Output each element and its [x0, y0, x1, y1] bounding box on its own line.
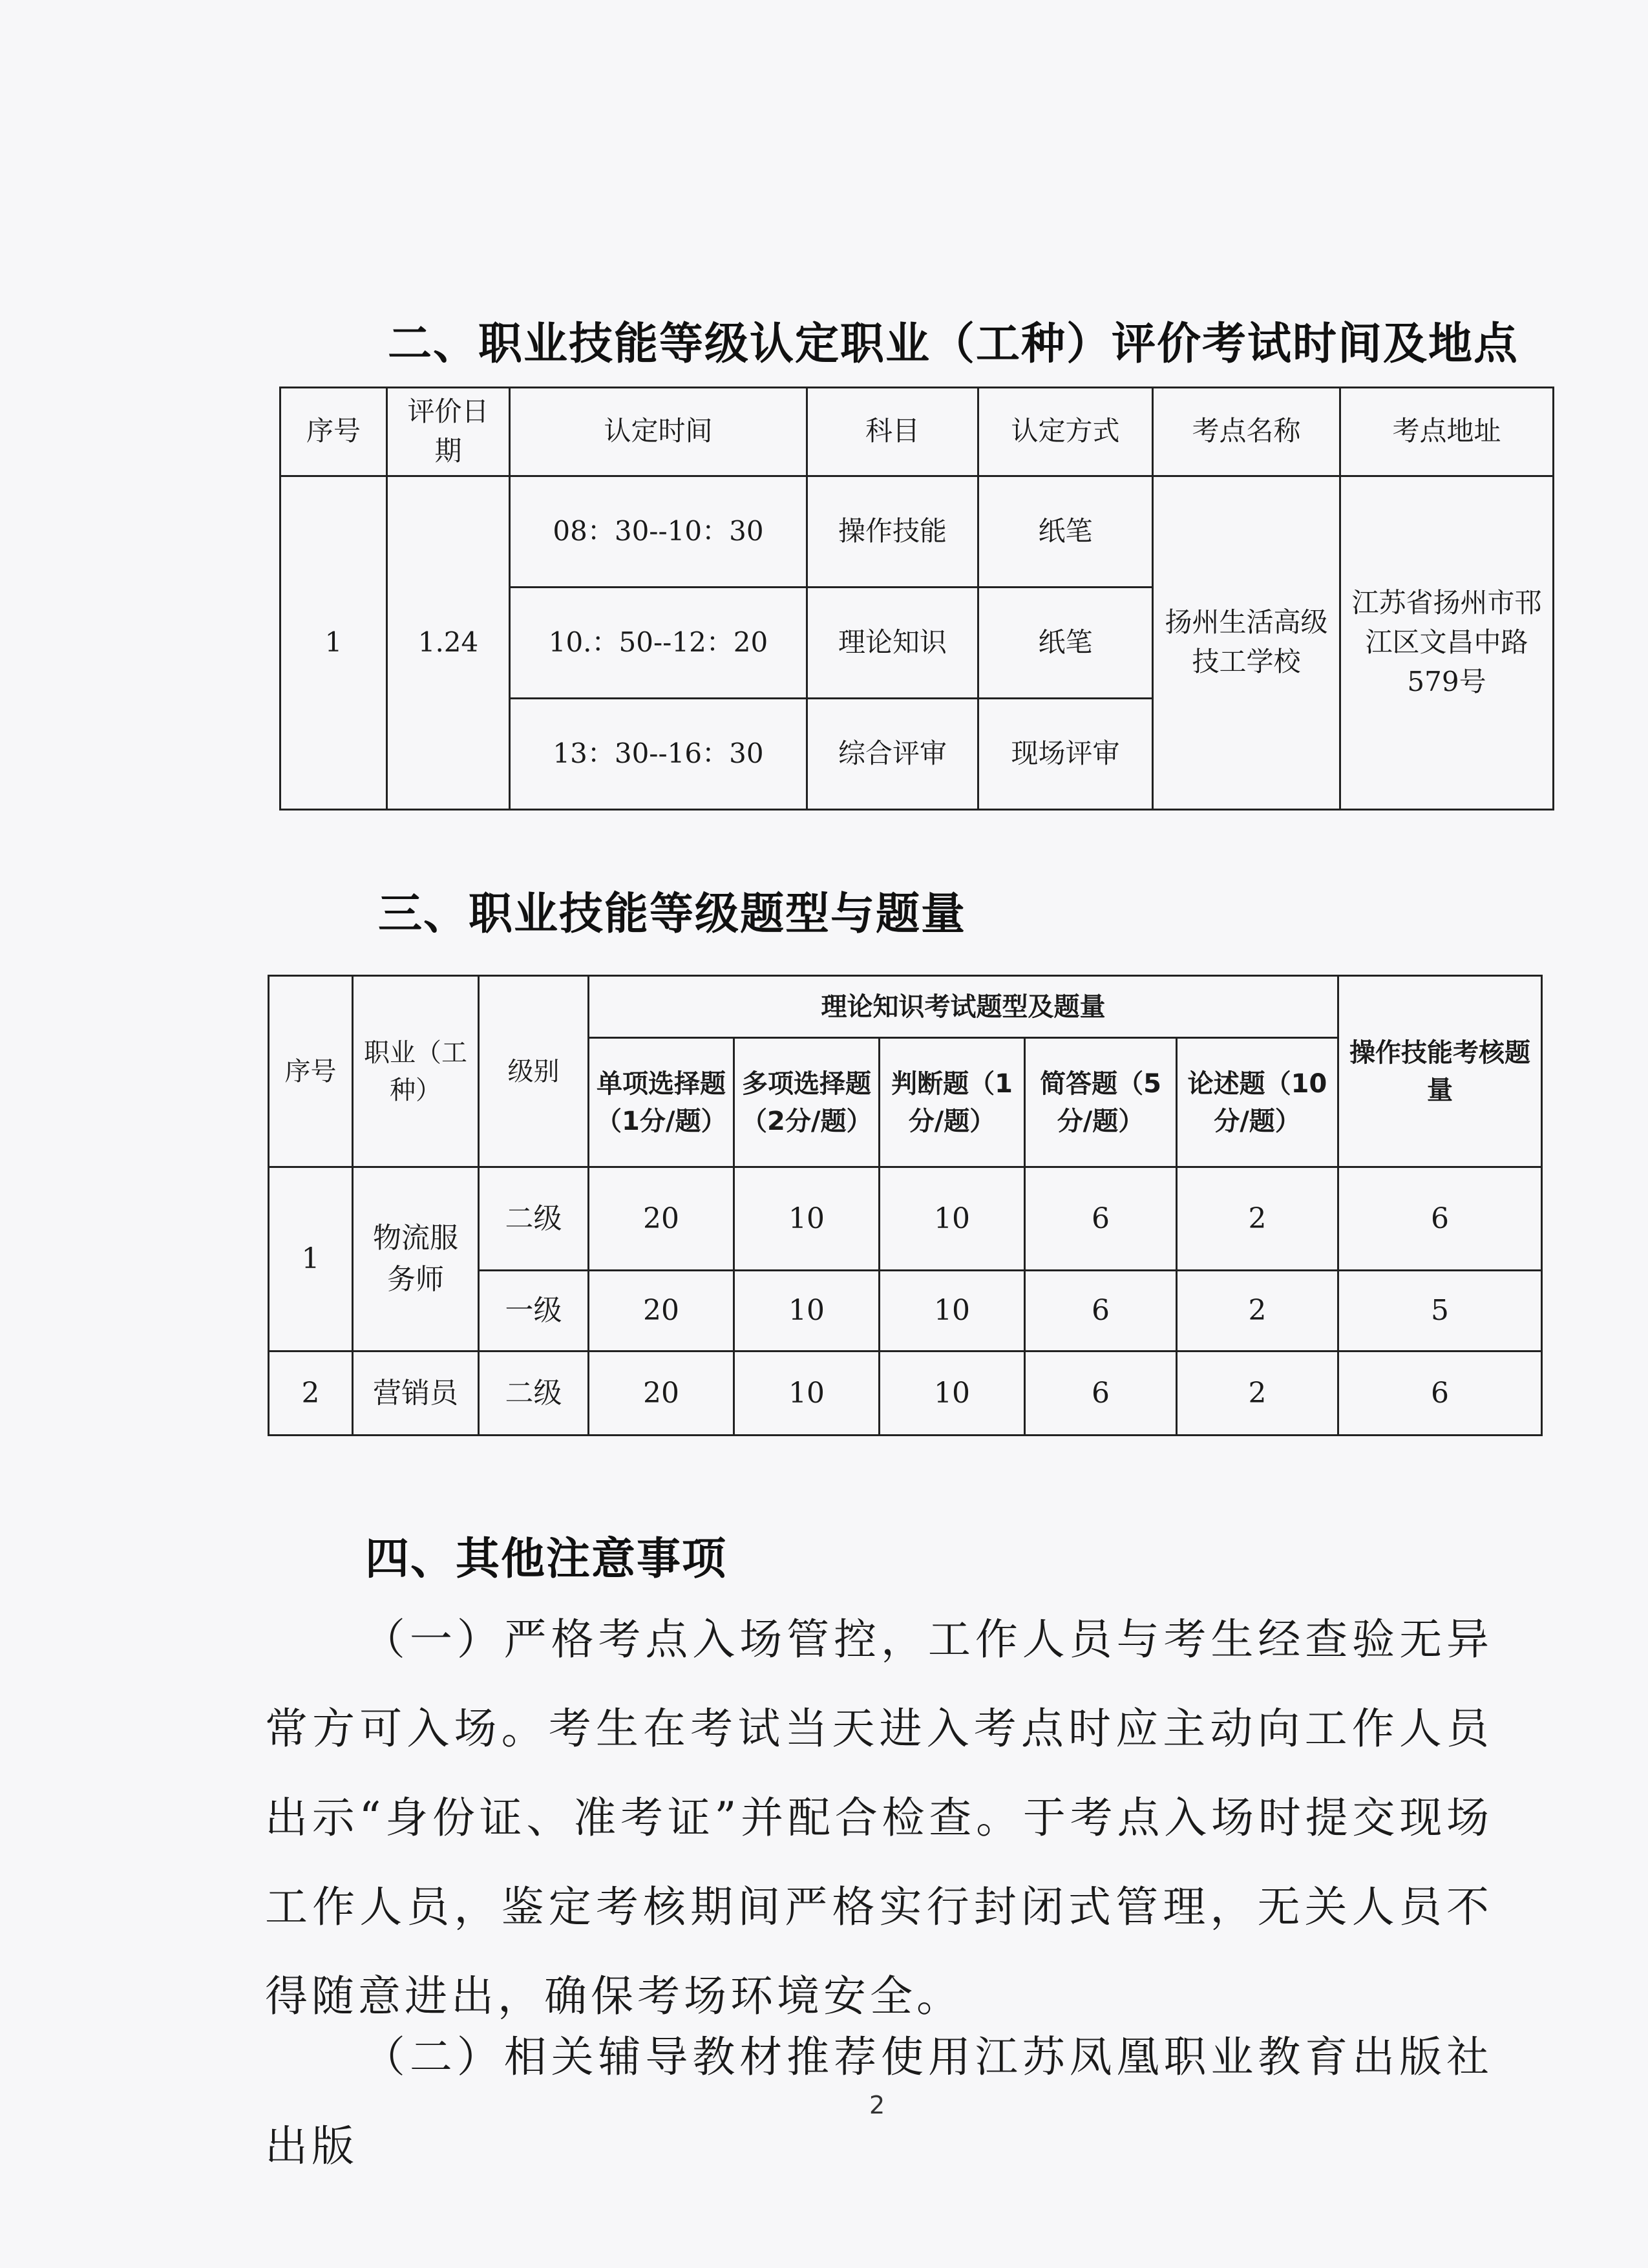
table-row [269, 1167, 1542, 1271]
header-seq: 序号 [269, 976, 353, 1167]
session-subject: 综合评审 [807, 698, 978, 809]
section-2-title: 二、职业技能等级认定职业（工种）评价考试时间及地点 [388, 319, 1519, 370]
cell-value: 2 [1177, 1271, 1338, 1351]
row-seq: 1 [269, 1167, 353, 1351]
exam-schedule-table [279, 387, 1554, 811]
table-row [280, 476, 1554, 587]
header-job: 职业（工种） [353, 976, 479, 1167]
session-time: 08：30--10：30 [510, 476, 807, 587]
cell-value: 20 [589, 1351, 734, 1436]
header-theory-group: 理论知识考试题型及题量 [589, 976, 1338, 1038]
cell-value: 10 [734, 1351, 880, 1436]
session-method: 现场评审 [978, 698, 1153, 809]
table-header-row [280, 388, 1554, 476]
section-3-title: 三、职业技能等级题型与题量 [378, 889, 967, 940]
cell-value: 6 [1338, 1351, 1542, 1436]
row-date: 1.24 [387, 476, 510, 809]
row-level: 二级 [479, 1167, 589, 1271]
table-header-row [269, 976, 1542, 1038]
row-seq: 1 [280, 476, 387, 809]
session-time: 10.：50--12：20 [510, 587, 807, 698]
cell-value: 10 [880, 1271, 1025, 1351]
notice-paragraph-1-text: （一）严格考点入场管控，工作人员与考生经查验无异常方可入场。考生在考试当天进入考点时应主动向工作人员出示“身份证、准考证”并配合检查。于考点入场时提交现场工作人员，鉴定考核期间严格实行封闭式管理，无关人员不得随意进出，确保考场环境安全。 [265, 1615, 1493, 2021]
question-types-table [268, 975, 1543, 1436]
header-essay: 论述题（10分/题） [1177, 1038, 1338, 1167]
session-method: 纸笔 [978, 476, 1153, 587]
header-level: 级别 [479, 976, 589, 1167]
header-judgement: 判断题（1分/题） [880, 1038, 1025, 1167]
header-venue: 考点名称 [1153, 388, 1340, 476]
row-level: 一级 [479, 1271, 589, 1351]
header-multi-choice: 多项选择题（2分/题） [734, 1038, 880, 1167]
page-number: 2 [869, 2091, 885, 2119]
cell-value: 6 [1025, 1351, 1177, 1436]
row-job: 营销员 [353, 1351, 479, 1436]
header-date: 评价日期 [387, 388, 510, 476]
cell-value: 6 [1025, 1167, 1177, 1271]
session-method: 纸笔 [978, 587, 1153, 698]
cell-value: 10 [880, 1351, 1025, 1436]
cell-value: 20 [589, 1271, 734, 1351]
cell-value: 6 [1338, 1167, 1542, 1271]
cell-value: 20 [589, 1167, 734, 1271]
venue-name: 扬州生活高级技工学校 [1153, 476, 1340, 809]
cell-value: 10 [734, 1167, 880, 1271]
notice-paragraph-1 [265, 1595, 1493, 2041]
header-time: 认定时间 [510, 388, 807, 476]
row-seq: 2 [269, 1351, 353, 1436]
cell-value: 2 [1177, 1167, 1338, 1271]
header-short-answer: 简答题（5分/题） [1025, 1038, 1177, 1167]
session-subject: 理论知识 [807, 587, 978, 698]
row-level: 二级 [479, 1351, 589, 1436]
session-time: 13：30--16：30 [510, 698, 807, 809]
cell-value: 6 [1025, 1271, 1177, 1351]
header-address: 考点地址 [1340, 388, 1554, 476]
table-row [269, 1351, 1542, 1436]
notice-paragraph-2-text: （二）相关辅导教材推荐使用江苏凤凰职业教育出版社出版 [265, 2032, 1493, 2171]
session-subject: 操作技能 [807, 476, 978, 587]
header-practical: 操作技能考核题量 [1338, 976, 1542, 1167]
header-seq: 序号 [280, 388, 387, 476]
cell-value: 10 [734, 1271, 880, 1351]
cell-value: 10 [880, 1167, 1025, 1271]
venue-address: 江苏省扬州市邗江区文昌中路579号 [1340, 476, 1554, 809]
header-method: 认定方式 [978, 388, 1153, 476]
row-job: 物流服务师 [353, 1167, 479, 1351]
header-single-choice: 单项选择题（1分/题） [589, 1038, 734, 1167]
header-subject: 科目 [807, 388, 978, 476]
cell-value: 2 [1177, 1351, 1338, 1436]
cell-value: 5 [1338, 1271, 1542, 1351]
section-4-title: 四、其他注意事项 [365, 1534, 728, 1585]
